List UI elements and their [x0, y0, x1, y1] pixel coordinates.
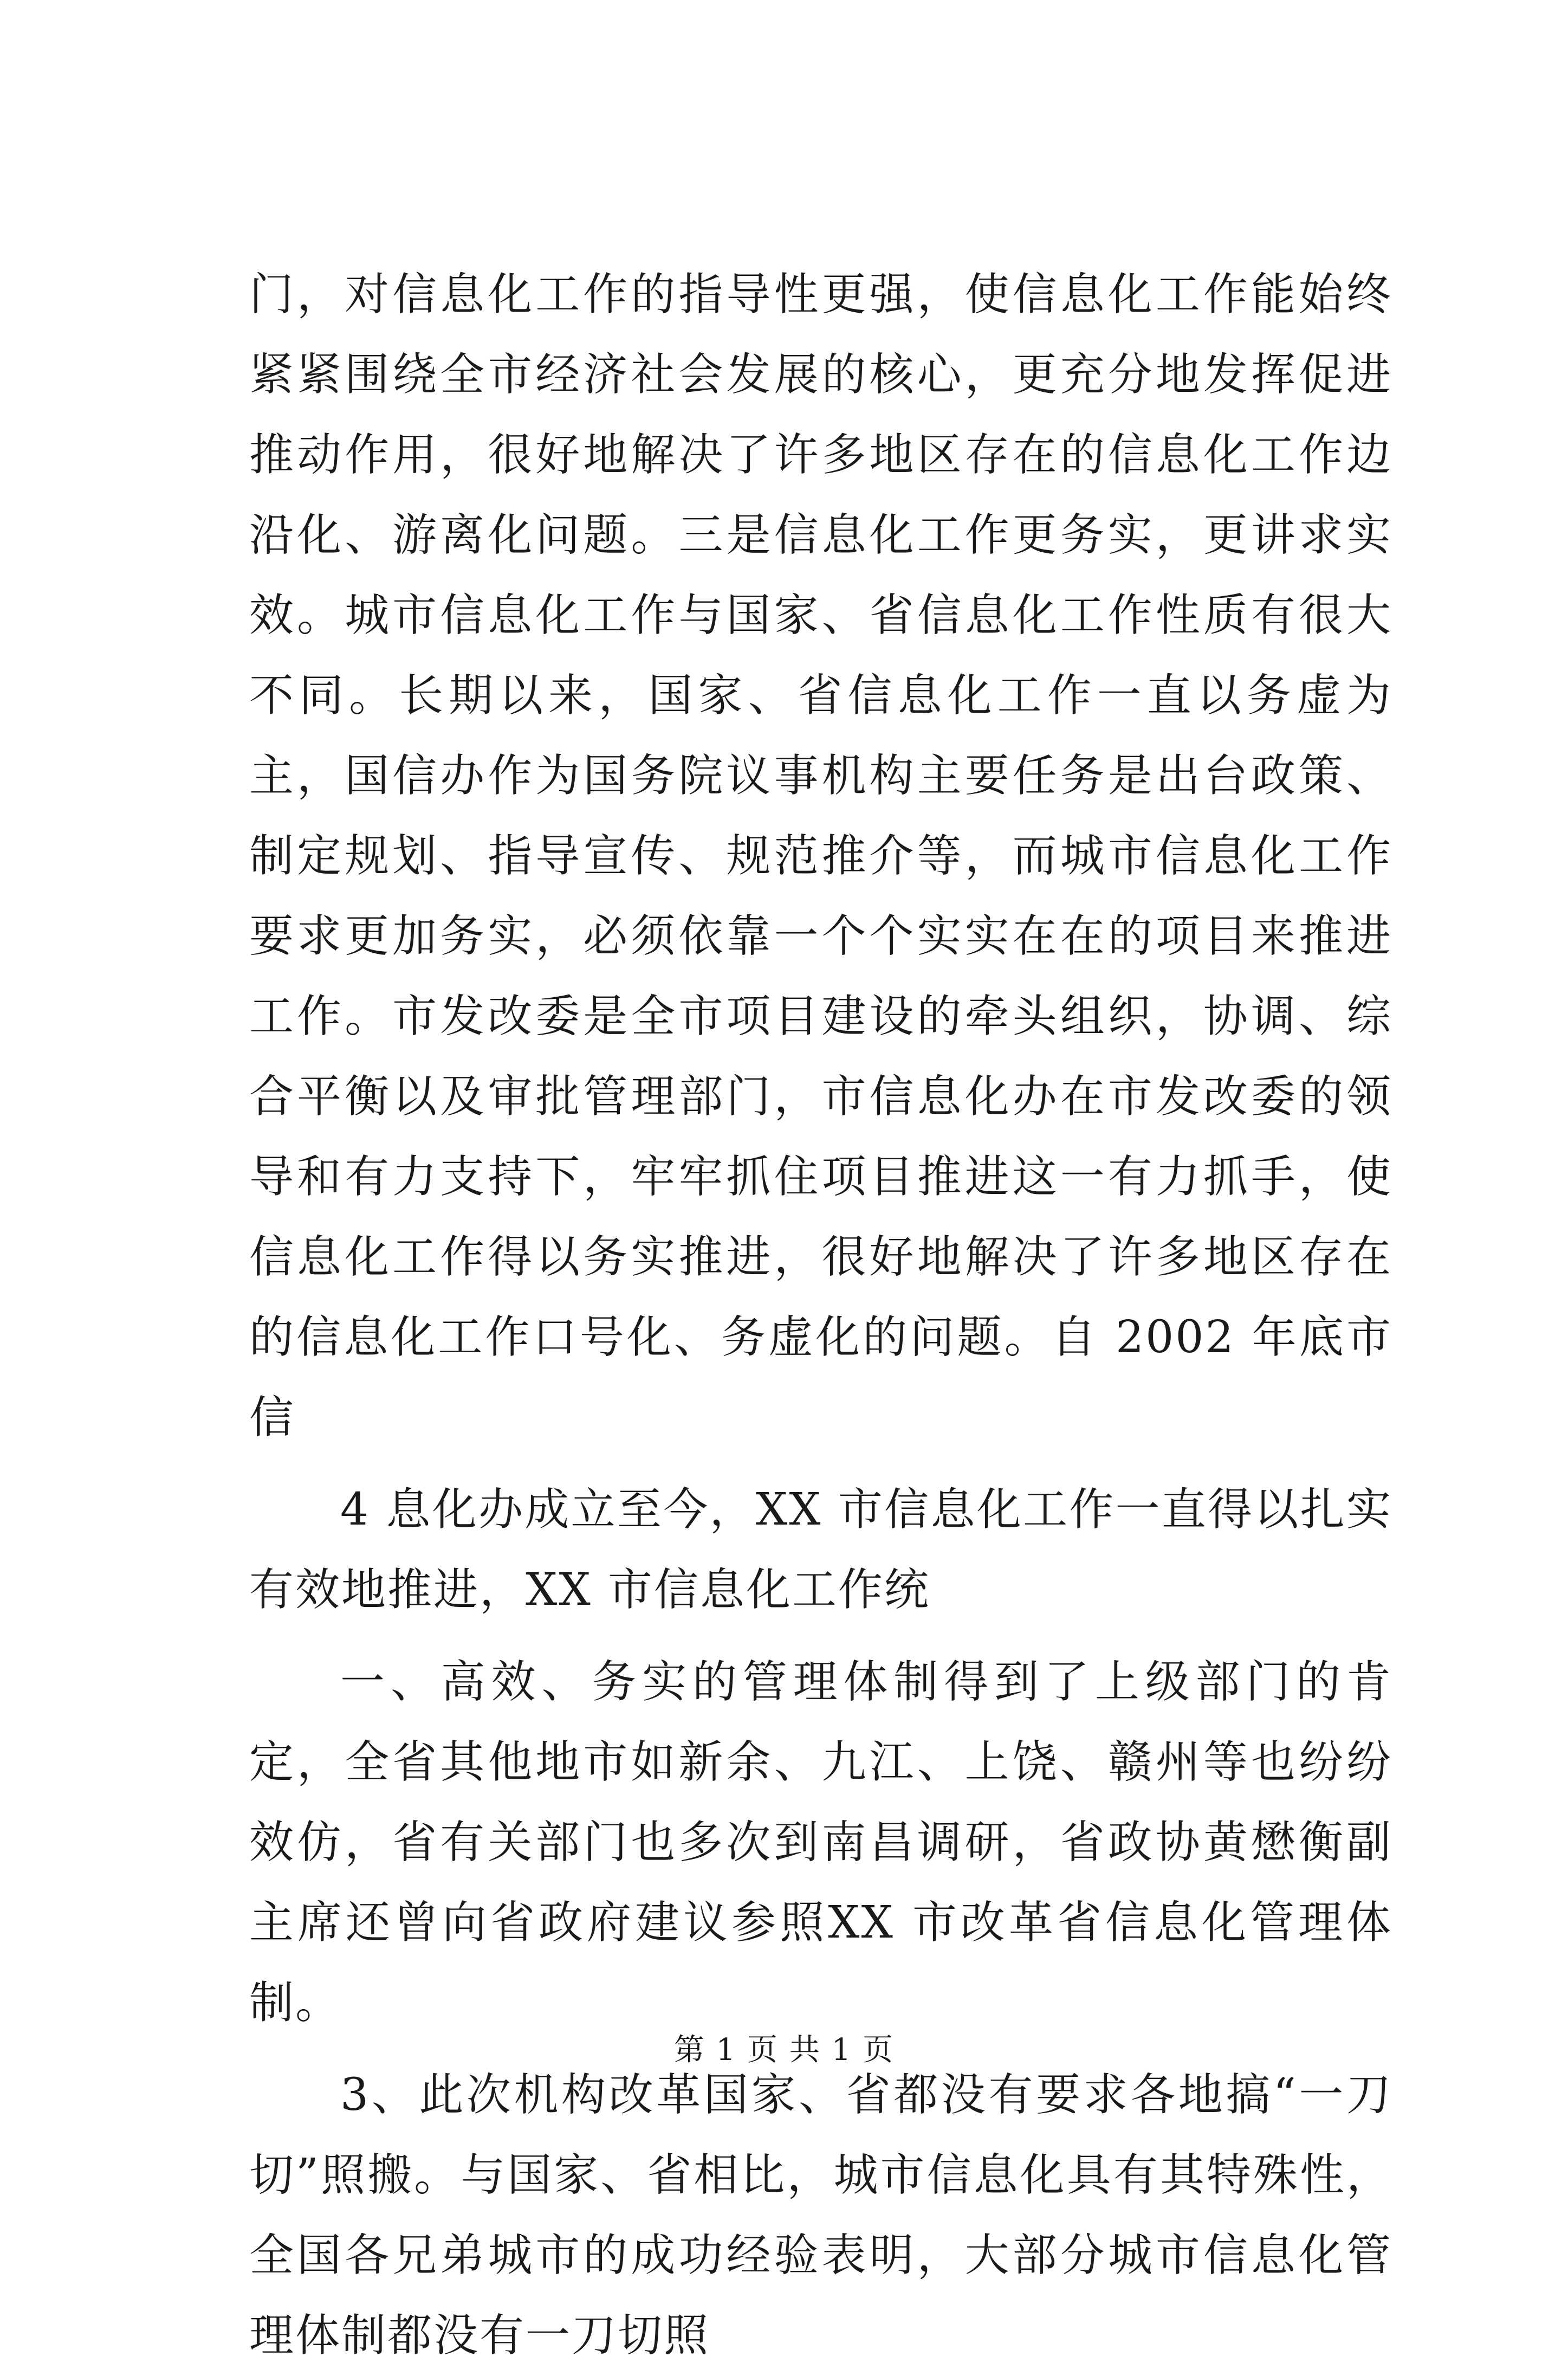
page-number-footer: 第 1 页 共 1 页 [673, 2032, 895, 2068]
paragraph-2: 4 息化办成立至今，XX 市信息化工作一直得以扎实有效地推进，XX 市信息化工作统 [249, 1484, 1392, 1616]
paragraph-3: 一、高效、务实的管理体制得到了上级部门的肯定，全省其他地市如新余、九江、上饶、赣州等也纷纷效仿，省有关部门也多次到南昌调研，省政协黄懋衡副主席还曾向省政府建议参照XX 市改革省信息化管理体制。 [249, 1656, 1392, 2029]
paragraph-4: 3、此次机构改革国家、省都没有要求各地搞“一刀切”照搬。与国家、省相比，城市信息化具有其特殊性，全国各兄弟城市的成功经验表明，大部分城市信息化管理体制都没有一刀切照 [249, 2069, 1392, 2361]
paragraph-1: 门，对信息化工作的指导性更强，使信息化工作能始终紧紧围绕全市经济社会发展的核心，更充分地发挥促进推动作用，很好地解决了许多地区存在的信息化工作边沿化、游离化问题。三是信息化工作更务实，更讲求实效。城市信息化工作与国家、省信息化工作性质有很大不同。长期以来，国家、省信息化工作一直以务虚为主，国信办作为国务院议事机构主要任务是出台政策、制定规划、指导宣传、规范推介等，而城市信息化工作要求更加务实，必须依靠一个个实实在在的项目来推进工作。市发改委是全市项目建设的牵头组织，协调、综合平衡以及审批管理部门，市信息化办在市发改委的领导和有力支持下，牢牢抓住项目推进这一有力抓手，使信息化工作得以务实推进，很好地解决了许多地区存在的信息化工作口号化、务虚化的问题。自 2002 年底市信 [249, 269, 1392, 1443]
